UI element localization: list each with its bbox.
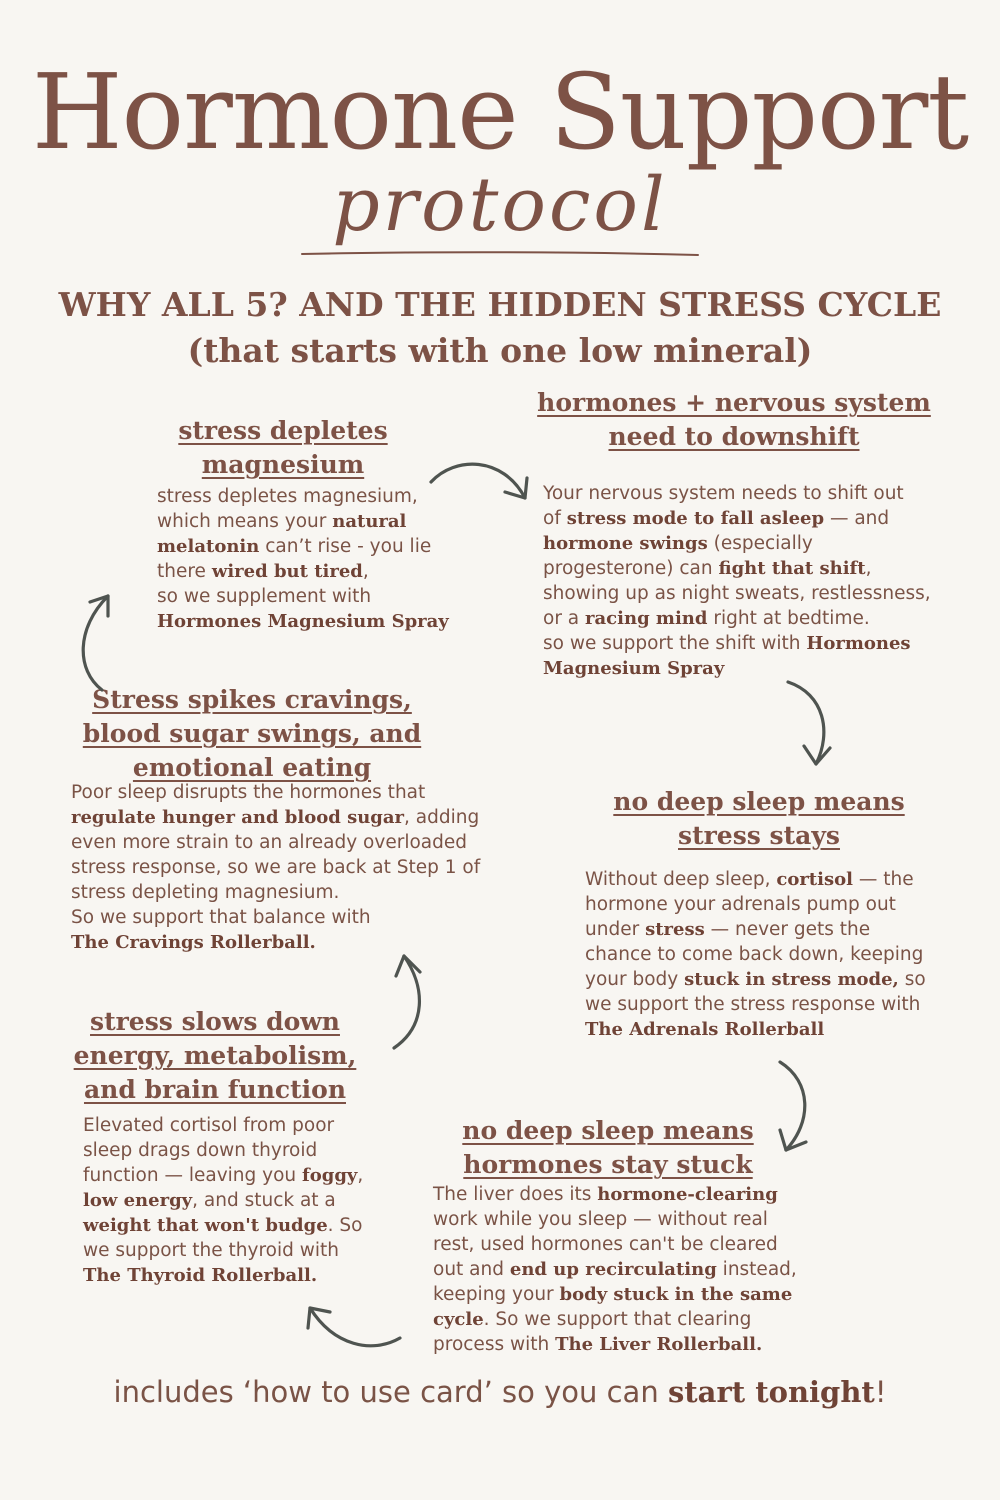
- step-thyroid-heading: stress slows down energy, metabolism, and brain function: [73, 1007, 357, 1104]
- text-line: so we support the shift with Hormones: [543, 633, 911, 654]
- emphasis: fight that shift: [718, 558, 866, 579]
- emphasis: end up recirculating: [509, 1259, 717, 1280]
- step-cortisol-heading: no deep sleep means stress stays: [613, 787, 905, 850]
- step-liver-heading: no deep sleep means hormones stay stuck: [462, 1116, 754, 1179]
- emphasis: stress mode to fall asleep: [566, 508, 825, 529]
- text-line: function — leaving you foggy,: [83, 1165, 364, 1186]
- text-line: cycle. So we support that clearing: [433, 1309, 752, 1330]
- text-line: of stress mode to fall asleep — and: [543, 508, 890, 529]
- text-line: sleep drags down thyroid: [83, 1140, 318, 1161]
- text-line: keeping your body stuck in the same: [433, 1284, 793, 1305]
- text-line: Your nervous system needs to shift out: [543, 483, 904, 504]
- section-subheading: [0, 282, 1000, 374]
- emphasis: weight that won't budge: [83, 1215, 328, 1236]
- text-line: stress response, so we are back at Step 1 of: [71, 857, 481, 878]
- text-line: chance to come back down, keeping: [585, 944, 924, 965]
- step-liver-body: [433, 1182, 833, 1357]
- step-cortisol-body: [585, 867, 985, 1042]
- step-cravings-body: [71, 780, 491, 955]
- text-line: there wired but tired,: [157, 561, 369, 582]
- title-underline: [300, 248, 700, 260]
- text-line: out and end up recirculating instead,: [433, 1259, 797, 1280]
- emphasis: stuck in stress mode,: [684, 969, 899, 990]
- text-line: melatonin can’t rise - you lie: [157, 536, 432, 557]
- text-line: [585, 1017, 985, 1042]
- emphasis: melatonin: [157, 536, 260, 557]
- text-line: low energy, and stuck at a: [83, 1190, 336, 1211]
- emphasis: The Adrenals Rollerball: [585, 1019, 825, 1040]
- footer-text: includes ‘how to use card’ so you can: [113, 1375, 668, 1409]
- emphasis: body stuck in the same: [559, 1284, 793, 1305]
- text-line: hormone swings (especially: [543, 533, 813, 554]
- emphasis: Hormones: [806, 633, 911, 654]
- arrow-icon-left-lower: [384, 948, 434, 1056]
- step-nervous-heading: hormones + nervous system need to downshift: [537, 388, 931, 451]
- emphasis: wired but tired: [211, 561, 363, 582]
- text-line: your body stuck in stress mode, so: [585, 969, 926, 990]
- emphasis: natural: [332, 511, 407, 532]
- text-line: The liver does its hormone-clearing: [433, 1184, 778, 1205]
- text-line: regulate hunger and blood sugar, adding: [71, 807, 480, 828]
- emphasis: Hormones Magnesium Spray: [157, 611, 449, 632]
- emphasis: foggy: [302, 1165, 358, 1186]
- text-line: work while you sleep — without real: [433, 1209, 768, 1230]
- text-line: rest, used hormones can't be cleared: [433, 1234, 778, 1255]
- text-line: showing up as night sweats, restlessness,: [543, 583, 931, 604]
- text-line: we support the stress response with: [585, 994, 921, 1015]
- subheading-line-1: WHY ALL 5? AND THE HIDDEN STRESS CYCLE: [58, 285, 942, 324]
- emphasis: hormone-clearing: [597, 1184, 778, 1205]
- emphasis: regulate hunger and blood sugar: [71, 807, 405, 828]
- footer-bold: start tonight: [667, 1375, 875, 1409]
- subheading-line-2: (that starts with one low mineral): [187, 331, 813, 370]
- text-line: [543, 656, 983, 681]
- footer-end: !: [874, 1375, 887, 1409]
- text-line: we support the thyroid with: [83, 1240, 340, 1261]
- emphasis: The Thyroid Rollerball.: [83, 1265, 318, 1286]
- emphasis: hormone swings: [543, 533, 708, 554]
- arrow-icon-bottom: [300, 1296, 410, 1356]
- text-line: or a racing mind right at bedtime.: [543, 608, 870, 629]
- arrow-icon-right-lower: [772, 1056, 822, 1158]
- arrow-icon-left-upper: [72, 588, 122, 698]
- page-title: Hormone Support: [31, 51, 969, 173]
- step-thyroid-body: [83, 1113, 393, 1288]
- script-subtitle: protocol: [332, 162, 668, 248]
- arrow-icon-top: [425, 458, 535, 508]
- text-line: Elevated cortisol from poor: [83, 1115, 335, 1136]
- emphasis: The Cravings Rollerball.: [71, 932, 316, 953]
- arrow-icon-right-upper: [782, 676, 842, 772]
- text-line: progesterone) can fight that shift,: [543, 558, 872, 579]
- text-line: which means your natural: [157, 511, 407, 532]
- emphasis: Magnesium Spray: [543, 658, 725, 679]
- emphasis: stress: [645, 919, 705, 940]
- text-line: so we supplement with: [157, 586, 372, 607]
- emphasis: cycle: [433, 1309, 484, 1330]
- footer-cta: [0, 1370, 1000, 1414]
- text-line: stress depleting magnesium.: [71, 882, 340, 903]
- step-nervous-body: [543, 481, 983, 681]
- text-line: Without deep sleep, cortisol — the: [585, 869, 914, 890]
- text-line: So we support that balance with: [71, 907, 371, 928]
- text-line: even more strain to an already overloaded: [71, 832, 467, 853]
- text-line: Poor sleep disrupts the hormones that: [71, 782, 426, 803]
- emphasis: cortisol: [776, 869, 853, 890]
- step-cravings-heading: Stress spikes cravings, blood sugar swings, and emotional eating: [82, 685, 422, 782]
- text-line: under stress — never gets the: [585, 919, 871, 940]
- text-line: weight that won't budge. So: [83, 1215, 363, 1236]
- text-line: process with The Liver Rollerball.: [433, 1334, 763, 1355]
- text-line: [157, 609, 477, 634]
- emphasis: low energy: [83, 1190, 193, 1211]
- emphasis: The Liver Rollerball.: [555, 1334, 763, 1355]
- text-line: stress depletes magnesium,: [157, 486, 418, 507]
- text-line: [83, 1263, 393, 1288]
- emphasis: racing mind: [585, 608, 708, 629]
- text-line: hormone your adrenals pump out: [585, 894, 896, 915]
- step-magnesium-heading: stress depletes magnesium: [178, 416, 388, 479]
